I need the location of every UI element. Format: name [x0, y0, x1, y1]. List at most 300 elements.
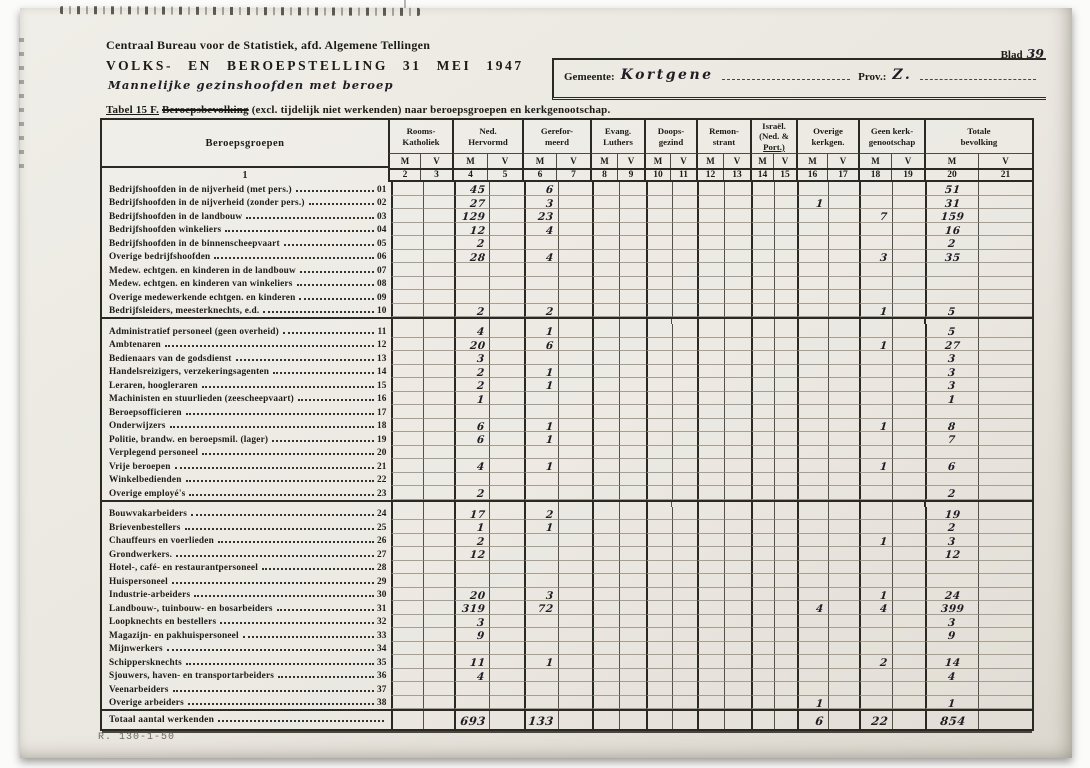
handwritten-value: 12: [943, 549, 961, 561]
cell-col-18: [859, 473, 892, 487]
row-label-cell: [102, 324, 391, 338]
cell-col-14: [751, 392, 774, 406]
row-label-cell: [102, 304, 391, 318]
cell-col-20: [925, 250, 979, 264]
cell-col-14: [751, 711, 774, 729]
cell-col-12: [697, 534, 724, 548]
cell-col-7: [558, 655, 592, 669]
cell-col-8: [592, 250, 619, 264]
handwritten-value: 2: [476, 380, 486, 392]
cell-col-4: [454, 209, 489, 223]
cell-col-12: [697, 601, 724, 615]
cell-col-11: [672, 277, 698, 291]
cell-col-15: [774, 574, 797, 588]
cell-col-16: [797, 507, 828, 521]
cell-col-21: [978, 290, 1032, 304]
handwritten-value: 6: [947, 461, 957, 473]
cell-col-13: [724, 588, 751, 602]
handwritten-value: 5: [947, 305, 957, 318]
column-group-header: Doops- gezind: [644, 120, 696, 154]
cell-col-15: [774, 561, 797, 575]
cell-col-15: [774, 392, 797, 406]
cell-col-11: [672, 615, 698, 629]
cell-col-10: [646, 209, 672, 223]
cell-col-10: [646, 696, 672, 710]
row-label-cell: [102, 655, 391, 669]
cell-col-19: [892, 223, 925, 237]
cell-col-18: [859, 324, 892, 338]
row-label: Industrie-arbeiders: [109, 590, 191, 600]
sex-subheader-cell: M: [644, 154, 670, 168]
cell-col-10: [646, 507, 672, 521]
cell-col-15: [774, 473, 797, 487]
cell-col-8: [592, 669, 619, 683]
cell-col-12: [697, 419, 724, 433]
cell-col-17: [828, 209, 859, 223]
cell-col-3: [423, 473, 455, 487]
dot-leader: [277, 609, 374, 611]
column-number-cell: 15: [773, 170, 796, 180]
cell-col-10: [646, 547, 672, 561]
column-number-cell: 13: [723, 170, 750, 180]
cell-col-14: [751, 696, 774, 710]
cell-col-17: [828, 351, 859, 365]
cell-col-13: [724, 669, 751, 683]
cell-col-3: [423, 446, 455, 460]
cell-col-2: [391, 486, 423, 500]
cell-col-4: [454, 223, 489, 237]
dot-leader: [191, 514, 374, 516]
cell-col-4: [454, 696, 489, 710]
cell-col-3: [423, 304, 455, 318]
handwritten-value: 854: [939, 713, 967, 728]
cell-col-2: [391, 507, 423, 521]
row-label-cell: [102, 351, 391, 365]
cell-col-14: [751, 507, 774, 521]
cell-col-13: [724, 486, 751, 500]
handwritten-value: 3: [947, 535, 957, 548]
handwritten-value: 28: [469, 251, 486, 264]
cell-col-19: [892, 338, 925, 352]
cell-col-2: [391, 419, 423, 433]
cell-col-14: [751, 351, 774, 365]
sex-subheader-cell: M: [924, 154, 978, 168]
cell-col-6: [524, 419, 558, 433]
handwritten-value: 4: [476, 670, 486, 683]
scan-edge-speckle: [60, 6, 420, 16]
cell-col-7: [558, 304, 592, 318]
handwritten-value: 1: [545, 366, 555, 379]
cell-col-7: [558, 711, 592, 729]
table-row: [102, 696, 1032, 710]
cell-col-4: [454, 432, 489, 446]
cell-col-16: [797, 520, 828, 534]
cell-col-13: [724, 277, 751, 291]
cell-col-8: [592, 419, 619, 433]
cell-col-13: [724, 628, 751, 642]
cell-col-19: [892, 263, 925, 277]
cell-col-7: [558, 669, 592, 683]
cell-col-12: [697, 392, 724, 406]
handwritten-value: 14: [943, 657, 961, 669]
handwritten-value: 3: [545, 197, 555, 210]
cell-col-13: [724, 561, 751, 575]
column-group-header: Rooms- Katholiek: [388, 120, 452, 154]
cell-col-19: [892, 696, 925, 710]
cell-col-4: [454, 446, 489, 460]
table-row: [102, 378, 1032, 392]
cell-col-19: [892, 378, 925, 392]
cell-col-4: [454, 615, 489, 629]
cell-col-16: [797, 588, 828, 602]
cell-col-2: [391, 277, 423, 291]
cell-col-13: [724, 236, 751, 250]
cell-col-7: [558, 534, 592, 548]
cell-col-21: [978, 561, 1032, 575]
handwritten-value: 1: [476, 522, 486, 534]
cell-col-5: [489, 250, 524, 264]
cell-col-18: [859, 446, 892, 460]
cell-col-16: [797, 574, 828, 588]
cell-col-15: [774, 655, 797, 669]
cell-col-16: [797, 236, 828, 250]
cell-col-17: [828, 338, 859, 352]
cell-col-20: [925, 459, 979, 473]
cell-col-10: [646, 473, 672, 487]
handwritten-value: 1: [815, 697, 825, 710]
cell-col-9: [619, 392, 646, 406]
cell-col-19: [892, 711, 925, 729]
cell-col-3: [423, 351, 455, 365]
gemeente-label: Gemeente:: [564, 71, 615, 83]
cell-col-12: [697, 338, 724, 352]
cell-col-4: [454, 655, 489, 669]
sex-subheader-cell: V: [978, 154, 1032, 168]
municipality-box: [552, 58, 1046, 100]
handwritten-value: 2: [947, 488, 957, 500]
handwritten-value: 3: [476, 616, 486, 629]
cell-col-9: [619, 277, 646, 291]
cell-col-13: [724, 682, 751, 696]
cell-col-3: [423, 338, 455, 352]
cell-col-13: [724, 351, 751, 365]
cell-col-9: [619, 405, 646, 419]
cell-col-9: [619, 209, 646, 223]
handwritten-value: 19: [943, 508, 961, 521]
cell-col-11: [672, 628, 698, 642]
cell-col-14: [751, 419, 774, 433]
row-number: 08: [376, 279, 387, 289]
cell-col-13: [724, 446, 751, 460]
cell-col-9: [619, 459, 646, 473]
cell-col-21: [978, 615, 1032, 629]
cell-col-19: [892, 196, 925, 210]
cell-col-16: [797, 182, 828, 196]
row-number: 04: [376, 225, 387, 235]
cell-col-12: [697, 547, 724, 561]
dot-leader: [188, 703, 374, 705]
cell-col-17: [828, 392, 859, 406]
cell-col-20: [925, 365, 979, 379]
cell-col-19: [892, 547, 925, 561]
cell-col-5: [489, 419, 524, 433]
cell-col-8: [592, 338, 619, 352]
cell-col-7: [558, 473, 592, 487]
cell-col-3: [423, 486, 455, 500]
cell-col-8: [592, 446, 619, 460]
cell-col-19: [892, 669, 925, 683]
column-group-header: Evang. Luthers: [590, 120, 644, 154]
cell-col-19: [892, 642, 925, 656]
cell-col-14: [751, 209, 774, 223]
cell-col-6: [524, 250, 558, 264]
cell-col-4: [454, 196, 489, 210]
row-label-cell: [102, 561, 391, 575]
cell-col-3: [423, 432, 455, 446]
cell-col-5: [489, 432, 524, 446]
cell-col-16: [797, 711, 828, 729]
cell-col-5: [489, 547, 524, 561]
sex-subheader-cell: V: [827, 154, 858, 168]
cell-col-2: [391, 446, 423, 460]
cell-col-11: [672, 338, 698, 352]
row-number: 18: [376, 421, 387, 431]
cell-col-4: [454, 473, 489, 487]
cell-col-20: [925, 520, 979, 534]
cell-col-5: [489, 446, 524, 460]
cell-col-3: [423, 655, 455, 669]
cell-col-8: [592, 601, 619, 615]
cell-col-2: [391, 655, 423, 669]
row-label-cell: [102, 196, 391, 210]
handwritten-value: 159: [940, 211, 965, 223]
cell-col-12: [697, 696, 724, 710]
cell-col-6: [524, 473, 558, 487]
cell-col-21: [978, 446, 1032, 460]
table-header: [102, 120, 1032, 182]
cell-col-2: [391, 520, 423, 534]
table-row: [102, 547, 1032, 561]
dot-leader: [173, 690, 374, 692]
cell-col-12: [697, 351, 724, 365]
sex-subheader-cell: M: [452, 154, 487, 168]
cell-col-5: [489, 378, 524, 392]
table-row: [102, 324, 1032, 338]
cell-col-2: [391, 588, 423, 602]
occupations-column-header: [102, 120, 388, 182]
cell-col-8: [592, 459, 619, 473]
cell-col-3: [423, 378, 455, 392]
cell-col-11: [672, 419, 698, 433]
cell-col-21: [978, 534, 1032, 548]
cell-col-14: [751, 601, 774, 615]
handwritten-value: 1: [879, 305, 889, 318]
handwritten-value: 5: [947, 326, 957, 338]
cell-col-20: [925, 615, 979, 629]
cell-col-16: [797, 473, 828, 487]
cell-col-21: [978, 263, 1032, 277]
table-row: [102, 507, 1032, 521]
table-row: [102, 405, 1032, 419]
cell-col-9: [619, 378, 646, 392]
handwritten-value: 129: [461, 211, 486, 223]
cell-col-18: [859, 196, 892, 210]
table-row: [102, 338, 1032, 352]
handwritten-value: 2: [476, 535, 486, 548]
column-number-cell: 7: [556, 170, 590, 180]
cell-col-3: [423, 642, 455, 656]
cell-col-4: [454, 561, 489, 575]
cell-col-17: [828, 561, 859, 575]
cell-col-6: [524, 534, 558, 548]
cell-col-11: [672, 459, 698, 473]
cell-col-20: [925, 405, 979, 419]
cell-col-6: [524, 642, 558, 656]
cell-col-21: [978, 628, 1032, 642]
section-separator: [102, 317, 1032, 324]
cell-col-19: [892, 324, 925, 338]
cell-col-3: [423, 250, 455, 264]
handwritten-value: 1: [545, 522, 555, 534]
cell-col-3: [423, 669, 455, 683]
cell-col-13: [724, 250, 751, 264]
cell-col-14: [751, 588, 774, 602]
cell-col-20: [925, 507, 979, 521]
cell-col-13: [724, 473, 751, 487]
row-number: 37: [376, 684, 387, 695]
blad-number-handwritten: 39: [1026, 46, 1044, 61]
cell-col-11: [672, 601, 698, 615]
cell-col-17: [828, 615, 859, 629]
cell-col-18: [859, 682, 892, 696]
cell-col-19: [892, 209, 925, 223]
cell-col-14: [751, 196, 774, 210]
cell-col-9: [619, 561, 646, 575]
sex-subheader-cell: M: [858, 154, 891, 168]
cell-col-15: [774, 304, 797, 318]
cell-col-19: [892, 655, 925, 669]
cell-col-7: [558, 601, 592, 615]
cell-col-13: [724, 696, 751, 710]
row-label: Overige medewerkende echtgen. en kinderen: [109, 292, 296, 303]
handwritten-value: 3: [545, 589, 555, 602]
cell-col-20: [925, 290, 979, 304]
cell-col-6: [524, 432, 558, 446]
cell-col-11: [672, 209, 698, 223]
cell-col-2: [391, 711, 423, 729]
handwritten-value: 27: [469, 197, 486, 210]
cell-col-10: [646, 615, 672, 629]
cell-col-14: [751, 250, 774, 264]
cell-col-15: [774, 324, 797, 338]
cell-col-14: [751, 236, 774, 250]
cell-col-7: [558, 520, 592, 534]
cell-col-14: [751, 324, 774, 338]
cell-col-6: [524, 628, 558, 642]
handwritten-value: 6: [814, 713, 825, 728]
handwritten-value: 2: [947, 238, 957, 250]
row-label-cell: [102, 534, 391, 548]
cell-col-7: [558, 236, 592, 250]
cell-col-18: [859, 534, 892, 548]
cell-col-15: [774, 642, 797, 656]
denomination-group-row: [388, 120, 1032, 154]
cell-col-16: [797, 534, 828, 548]
row-number: 21: [376, 461, 387, 472]
cell-col-5: [489, 263, 524, 277]
cell-col-3: [423, 574, 455, 588]
cell-col-11: [672, 182, 698, 196]
cell-col-19: [892, 405, 925, 419]
row-label-cell: [102, 473, 391, 487]
cell-col-15: [774, 263, 797, 277]
handwritten-value: 2: [476, 366, 486, 379]
handwritten-value: 1: [879, 420, 889, 433]
sex-subheader-cell: V: [670, 154, 696, 168]
row-number: 25: [376, 522, 387, 533]
cell-col-11: [672, 196, 698, 210]
cell-col-12: [697, 628, 724, 642]
row-number: 05: [376, 238, 387, 249]
cell-col-6: [524, 682, 558, 696]
handwritten-value: 1: [947, 697, 957, 710]
table-row: [102, 486, 1032, 500]
cell-col-6: [524, 507, 558, 521]
cell-col-18: [859, 642, 892, 656]
cell-col-5: [489, 642, 524, 656]
cell-col-10: [646, 182, 672, 196]
blad-label: Blad: [1000, 49, 1023, 61]
cell-col-8: [592, 574, 619, 588]
cell-col-19: [892, 615, 925, 629]
column-number-cell: 21: [978, 170, 1032, 180]
cell-col-4: [454, 250, 489, 264]
cell-col-14: [751, 655, 774, 669]
cell-col-2: [391, 432, 423, 446]
handwritten-value: 1: [545, 420, 555, 433]
row-label-cell: [102, 615, 391, 629]
row-number: 31: [376, 603, 387, 614]
cell-col-7: [558, 419, 592, 433]
cell-col-10: [646, 711, 672, 729]
row-label-cell: [102, 290, 391, 304]
sex-subheader-cell: M: [522, 154, 556, 168]
handwritten-value: 693: [459, 713, 487, 728]
cell-col-17: [828, 486, 859, 500]
row-label: Bedienaars van de godsdienst: [109, 353, 232, 364]
cell-col-18: [859, 561, 892, 575]
cell-col-21: [978, 655, 1032, 669]
cell-col-15: [774, 236, 797, 250]
cell-col-21: [978, 236, 1032, 250]
cell-col-16: [797, 547, 828, 561]
cell-col-6: [524, 223, 558, 237]
cell-col-21: [978, 405, 1032, 419]
cell-col-19: [892, 534, 925, 548]
cell-col-16: [797, 196, 828, 210]
cell-col-4: [454, 547, 489, 561]
row-label-cell: [102, 446, 391, 460]
handwritten-value: 1: [545, 326, 555, 338]
dot-leader: [218, 541, 374, 543]
row-number: 28: [376, 563, 387, 573]
cell-col-16: [797, 432, 828, 446]
cell-col-17: [828, 628, 859, 642]
table-row: [102, 304, 1032, 318]
row-number: 03: [376, 211, 387, 222]
cell-col-19: [892, 365, 925, 379]
cell-col-13: [724, 338, 751, 352]
